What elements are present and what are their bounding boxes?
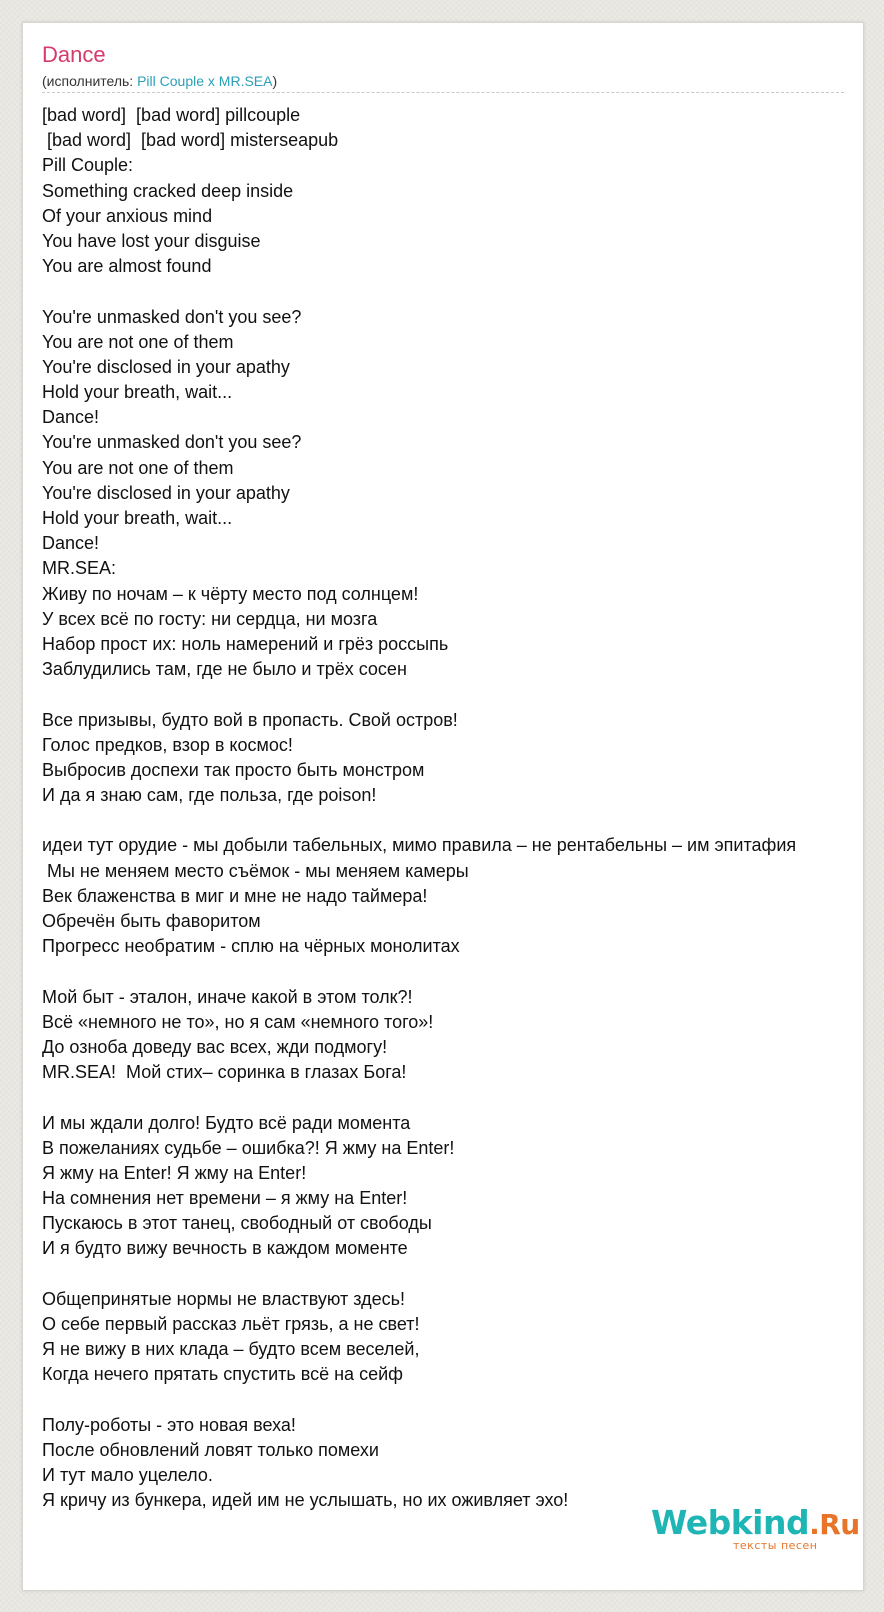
lyric-line: У всех всё по госту: ни сердца, ни мозга — [42, 608, 378, 629]
logo-word: Webkind — [651, 1503, 810, 1542]
lyric-line: You have lost your disguise — [42, 230, 261, 251]
lyric-line: После обновлений ловят только помехи — [42, 1439, 379, 1460]
lyrics-card — [22, 22, 864, 1591]
logo-tld: Ru — [819, 1508, 860, 1541]
lyric-line: You are not one of them — [42, 457, 234, 478]
lyric-line: Всё «немного не то», но я сам «немного того»! — [42, 1011, 434, 1032]
lyric-line: You're disclosed in your apathy — [42, 482, 290, 503]
logo-tagline: тексты песен — [733, 1539, 818, 1552]
lyric-line — [42, 279, 864, 304]
lyric-line: Все призывы, будто вой в пропасть. Свой остров! — [42, 709, 458, 730]
lyric-line: Of your anxious mind — [42, 205, 213, 226]
lyric-line: До озноба доведу вас всех, жди подмогу! — [42, 1036, 388, 1057]
lyric-line: Мой быт - эталон, иначе какой в этом толк?! — [42, 986, 413, 1007]
lyric-line: Hold your breath, wait... — [42, 382, 233, 403]
artist-link[interactable]: Pill Couple x MR.SEA — [137, 73, 273, 89]
lyric-line: [bad word] [bad word] pillcouple — [42, 105, 301, 125]
logo-dot: . — [809, 1508, 820, 1541]
lyric-line: Полу-роботы - это новая веха! — [42, 1414, 296, 1435]
lyric-line: идеи тут орудие - мы добыли табельных, мимо правила – не рентабельны – им эпитафия — [42, 835, 797, 856]
lyric-line: Something cracked deep inside — [42, 180, 294, 201]
lyric-line: [bad word] [bad word] misterseapub — [42, 130, 339, 151]
artist-prefix: (исполнитель: — [42, 73, 138, 89]
song-title: Dance — [42, 42, 106, 67]
artist-suffix: ) — [272, 73, 278, 89]
lyric-line: You're unmasked don't you see? — [42, 306, 302, 327]
lyric-line: Мы не меняем место съёмок - мы меняем камеры — [42, 860, 469, 881]
lyric-line: Когда нечего прятать спустить всё на сейф — [42, 1364, 403, 1385]
lyric-line: Я кричу из бункера, идей им не услышать, но их оживляет эхо! — [42, 1490, 569, 1511]
lyric-line: И я будто вижу вечность в каждом моменте — [42, 1238, 408, 1259]
lyric-line: Я жму на Enter! Я жму на Enter! — [42, 1162, 307, 1183]
lyric-line: И тут мало уцелело. — [42, 1465, 213, 1486]
lyric-line: О себе первый рассказ льёт грязь, а не свет! — [42, 1314, 420, 1334]
lyric-line — [42, 1262, 864, 1287]
lyric-line: Живу по ночам – к чёрту место под солнцем! — [42, 583, 419, 604]
lyric-line: В пожеланиях судьбе – ошибка?! Я жму на Enter! — [42, 1137, 455, 1158]
lyric-line: You're unmasked don't you see? — [42, 432, 302, 453]
lyric-line — [42, 1388, 864, 1413]
title-divider — [42, 92, 844, 93]
artist-line — [42, 71, 277, 91]
lyric-line: Hold your breath, wait... — [42, 508, 233, 528]
lyric-line: Пускаюсь в этот танец, свободный от свободы — [42, 1213, 432, 1234]
lyric-line: На сомнения нет времени – я жму на Enter! — [42, 1188, 408, 1209]
lyric-line — [42, 1085, 864, 1110]
lyric-line: И да я знаю сам, где польза, где poison! — [42, 785, 377, 806]
lyric-line: Век блаженства в миг и мне не надо таймера! — [42, 885, 428, 906]
lyric-line: Набор прост их: ноль намерений и грёз россыпь — [42, 633, 449, 654]
lyric-line: Заблудились там, где не было и трёх сосен — [42, 659, 407, 680]
lyric-line: Обречён быть фаворитом — [42, 911, 261, 931]
lyric-line — [42, 682, 864, 707]
lyric-line: Выбросив доспехи так просто быть монстром — [42, 759, 425, 780]
lyric-line: You're disclosed in your apathy — [42, 356, 290, 377]
lyrics-text — [42, 103, 864, 1514]
lyric-line: Dance! — [42, 533, 100, 554]
lyric-line: Прогресс необратим - сплю на чёрных монолитах — [42, 936, 460, 957]
lyric-line: Dance! — [42, 407, 100, 428]
lyric-line: Pill Couple: — [42, 155, 134, 176]
lyric-line: You are not one of them — [42, 331, 234, 352]
lyric-line: MR.SEA: — [42, 558, 117, 579]
lyric-line: Я не вижу в них клада – будто всем веселей, — [42, 1339, 420, 1360]
lyric-line: MR.SEA! Мой стих– соринка в глазах Бога! — [42, 1062, 407, 1083]
lyric-line: Общепринятые нормы не властвуют здесь! — [42, 1288, 406, 1309]
lyric-line: И мы ждали долго! Будто всё ради момента — [42, 1112, 411, 1133]
lyric-line — [42, 808, 864, 833]
lyric-line: Голос предков, взор в космос! — [42, 734, 293, 755]
lyric-line: You are almost found — [42, 256, 212, 277]
site-logo[interactable] — [651, 1503, 860, 1553]
lyric-line — [42, 959, 864, 984]
